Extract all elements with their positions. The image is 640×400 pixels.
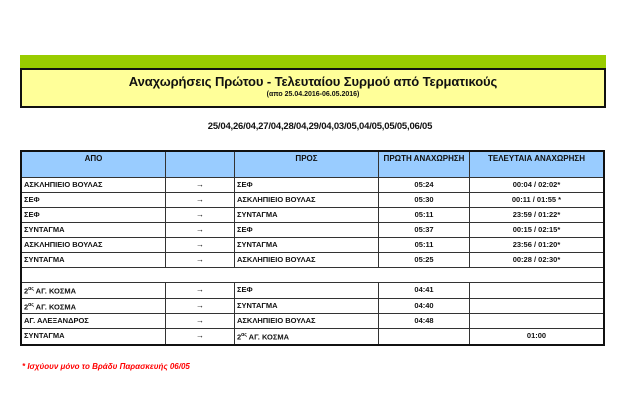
arrow-right-icon: → (166, 298, 235, 314)
ordinal-number: 2 (24, 286, 29, 296)
cell-first: 05:24 (379, 178, 470, 193)
cell-last (470, 283, 605, 299)
cell-from: ΑΣΚΛΗΠΙΕΙΟ ΒΟΥΛΑΣ (21, 238, 166, 253)
col-from: ΑΠΟ (21, 151, 166, 178)
cell-to: ΣΕΦ (235, 283, 379, 299)
cell-first: 05:25 (379, 253, 470, 268)
schedule-table (20, 150, 605, 346)
cell-from (21, 283, 166, 299)
page-title: Αναχωρήσεις Πρώτου - Τελευταίου Συρμού από Τερματικούς (128, 74, 498, 89)
arrow-right-icon: → (166, 223, 235, 238)
col-last-departure: ΤΕΛΕΥΤΑΙΑ ΑΝΑΧΩΡΗΣΗ (470, 151, 605, 178)
cell-from (21, 298, 166, 314)
ordinal-suffix: ας (28, 301, 34, 308)
table-row (21, 298, 604, 314)
cell-last (470, 314, 605, 329)
table-row (21, 329, 604, 345)
cell-last: 01:00 (470, 329, 605, 345)
table-row (21, 314, 604, 329)
cell-from: ΣΕΦ (21, 208, 166, 223)
cell-to (235, 329, 379, 345)
cell-to: ΣΥΝΤΑΓΜΑ (235, 298, 379, 314)
cell-to: ΑΣΚΛΗΠΙΕΙΟ ΒΟΥΛΑΣ (235, 193, 379, 208)
arrow-right-icon: → (166, 208, 235, 223)
cell-from: ΣΥΝΤΑΓΜΑ (21, 223, 166, 238)
dates-line: 25/04,26/04,27/04,28/04,29/04,03/05,04/05,05/05,06/05 (207, 121, 433, 132)
from-name: ΑΓ. ΚΟΣΜΑ (35, 286, 77, 296)
cell-first: 04:48 (379, 314, 470, 329)
cell-first: 05:11 (379, 208, 470, 223)
cell-last: 00:04 / 02:02* (470, 178, 605, 193)
cell-first (379, 329, 470, 345)
cell-last: 23:59 / 01:22* (470, 208, 605, 223)
table-row (21, 178, 604, 193)
col-to: ΠΡΟΣ (235, 151, 379, 178)
arrow-right-icon: → (166, 283, 235, 299)
to-name: ΑΓ. ΚΟΣΜΑ (248, 332, 290, 342)
ordinal-suffix: ας (241, 332, 247, 338)
cell-last: 00:11 / 01:55 * (470, 193, 605, 208)
cell-first: 04:41 (379, 283, 470, 299)
cell-first: 05:30 (379, 193, 470, 208)
ordinal-number: 2 (237, 332, 242, 342)
table-row (21, 208, 604, 223)
cell-to: ΣΕΦ (235, 223, 379, 238)
title-box (20, 68, 606, 108)
cell-first: 04:40 (379, 298, 470, 314)
table-row (21, 253, 604, 268)
footnote: * Ισχύουν μόνο το Βράδυ Παρασκευής 06/05 (22, 362, 190, 371)
arrow-right-icon: → (166, 193, 235, 208)
cell-from: ΑΣΚΛΗΠΙΕΙΟ ΒΟΥΛΑΣ (21, 178, 166, 193)
arrow-right-icon: → (166, 238, 235, 253)
col-first-departure: ΠΡΩΤΗ ΑΝΑΧΩΡΗΣΗ (379, 151, 470, 178)
arrow-right-icon: → (166, 329, 235, 345)
cell-last (470, 298, 605, 314)
cell-first: 05:11 (379, 238, 470, 253)
cell-last: 00:28 / 02:30* (470, 253, 605, 268)
page-subtitle: (απο 25.04.2016-06.05.2016) (266, 91, 360, 98)
arrow-right-icon: → (166, 253, 235, 268)
cell-last: 00:15 / 02:15* (470, 223, 605, 238)
cell-to: ΑΣΚΛΗΠΙΕΙΟ ΒΟΥΛΑΣ (235, 314, 379, 329)
green-header-bar (20, 55, 606, 68)
table-header-row (21, 151, 604, 178)
cell-to: ΣΥΝΤΑΓΜΑ (235, 238, 379, 253)
table-row (21, 193, 604, 208)
ordinal-number: 2 (24, 302, 29, 311)
arrow-right-icon: → (166, 178, 235, 193)
separator-row (21, 268, 604, 283)
cell-from: ΣΥΝΤΑΓΜΑ (21, 329, 166, 345)
cell-to: ΣΕΦ (235, 178, 379, 193)
cell-from: ΣΥΝΤΑΓΜΑ (21, 253, 166, 268)
arrow-right-icon: → (166, 314, 235, 329)
table-row (21, 283, 604, 299)
cell-to: ΣΥΝΤΑΓΜΑ (235, 208, 379, 223)
separator-cell (21, 268, 604, 283)
cell-from: ΣΕΦ (21, 193, 166, 208)
table-row (21, 223, 604, 238)
ordinal-suffix: ας (28, 286, 34, 292)
cell-from: ΑΓ. ΑΛΕΞΑΝΔΡΟΣ (21, 314, 166, 329)
table-row (21, 238, 604, 253)
cell-first: 05:37 (379, 223, 470, 238)
cell-to: ΑΣΚΛΗΠΙΕΙΟ ΒΟΥΛΑΣ (235, 253, 379, 268)
from-name: ΑΓ. ΚΟΣΜΑ (35, 302, 77, 311)
cell-last: 23:56 / 01:20* (470, 238, 605, 253)
col-arrow (166, 151, 235, 178)
